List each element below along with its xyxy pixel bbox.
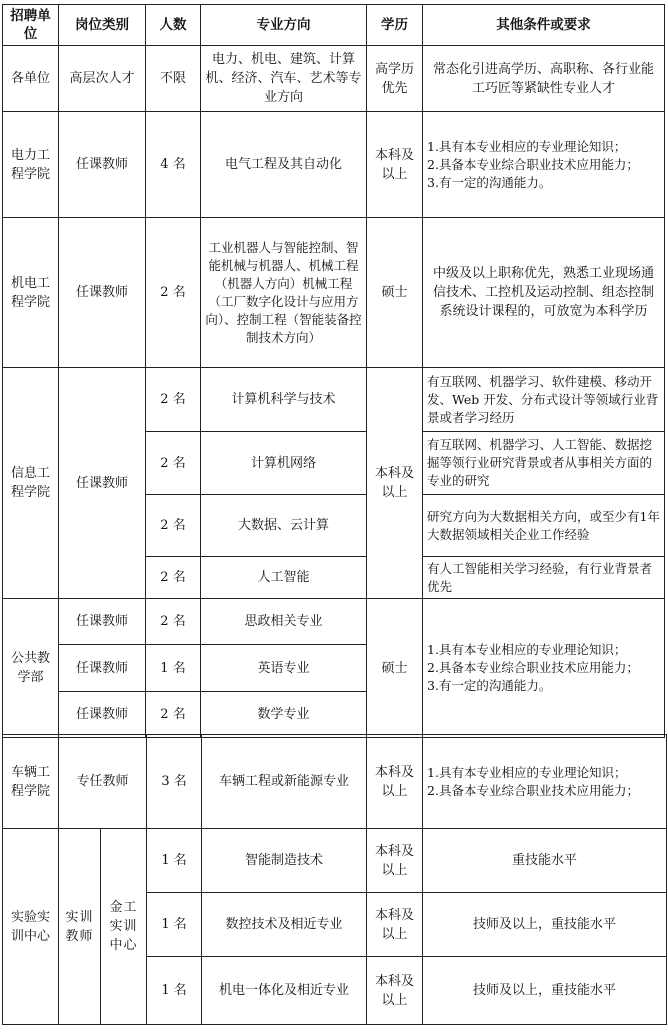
education-cell: 本科及以上 [367,957,423,1025]
major-cell: 电力、机电、建筑、计算机、经济、汽车、艺术等专业方向 [201,46,367,112]
major-cell: 思政相关专业 [201,599,367,645]
category-cell: 高层次人才 [59,46,146,112]
requirement-line: 1.具有本专业相应的专业理论知识； [427,642,627,657]
education-cell: 本科及以上 [367,829,423,893]
requirements-cell: 有人工智能相关学习经验，有行业背景者优先 [423,557,665,599]
category-cell: 任课教师 [59,112,146,218]
header-category: 岗位类别 [59,5,146,46]
major-cell: 车辆工程或新能源专业 [202,735,367,829]
major-cell: 英语专业 [201,645,367,692]
recruitment-table-part2 [2,734,667,1025]
count-cell: 1 名 [147,829,202,893]
requirement-line: 2.具备本专业综合职业技术应用能力； [427,660,639,675]
education-cell: 高学历优先 [367,46,423,112]
major-cell: 计算机网络 [201,432,367,495]
requirements-cell: 技师及以上，重技能水平 [423,893,667,957]
requirement-line: 2.具备本专业综合职业技术应用能力； [427,782,639,798]
major-cell: 智能制造技术 [202,829,367,893]
table-row [3,829,667,893]
requirements-cell: 有互联网、机器学习、软件建模、移动开发、Web 开发、分布式设计等领域行业背景或者学习经历 [423,368,665,432]
major-cell: 计算机科学与技术 [201,368,367,432]
unit-cell: 各单位 [3,46,59,112]
requirements-cell: 研究方向为大数据相关方向，或至少有1年大数据领域相关企业工作经验 [423,495,665,557]
table-row [3,599,665,645]
table-row [3,218,665,368]
category-cell: 任课教师 [59,599,146,645]
table-row [3,735,667,829]
education-cell: 本科及以上 [367,368,423,599]
category-cell: 任课教师 [59,692,146,738]
requirements-cell: 常态化引进高学历、高职称、各行业能工巧匠等紧缺性专业人才 [423,46,665,112]
count-cell: 2 名 [146,495,201,557]
major-cell: 电气工程及其自动化 [201,112,367,218]
header-row [3,5,665,46]
unit-cell: 信息工程学院 [3,368,59,599]
education-cell: 硕士 [367,599,423,738]
count-cell: 2 名 [146,432,201,495]
count-cell: 1 名 [147,957,202,1025]
major-cell: 机电一体化及相近专业 [202,957,367,1025]
requirement-line: 3.有一定的沟通能力。 [427,174,552,190]
header-count: 人数 [146,5,201,46]
recruitment-table-part1 [2,4,665,738]
requirements-cell: 技师及以上，重技能水平 [423,957,667,1025]
unit-cell: 电力工程学院 [3,112,59,218]
requirement-line: 1.具有本专业相应的专业理论知识； [427,138,627,154]
count-cell: 2 名 [146,218,201,368]
count-cell: 3 名 [147,735,202,829]
requirements-cell [423,735,667,829]
education-cell: 本科及以上 [367,735,423,829]
header-unit: 招聘单位 [3,5,59,46]
header-education: 学历 [367,5,423,46]
major-cell: 数学专业 [201,692,367,738]
education-cell: 本科及以上 [367,112,423,218]
subunit-cell: 金工实训中心 [101,829,147,1025]
requirement-line: 2.具备本专业综合职业技术应用能力； [427,156,639,172]
requirements-cell: 有互联网、机器学习、人工智能、数据挖掘等领行业研究背景或者从事相关方面的专业的研究 [423,432,665,495]
count-cell: 1 名 [147,893,202,957]
unit-cell: 实验实训中心 [3,829,59,1025]
requirement-line: 1.具有本专业相应的专业理论知识； [427,764,627,780]
table-row [3,368,665,432]
count-cell: 不限 [146,46,201,112]
requirements-cell: 重技能水平 [423,829,667,893]
requirements-cell: 中级及以上职称优先，熟悉工业现场通信技术、工控机及运动控制、组态控制系统设计课程的，可放宽为本科学历 [423,218,665,368]
requirements-cell [423,599,665,738]
requirement-line: 3.有一定的沟通能力。 [427,678,552,693]
count-cell: 4 名 [146,112,201,218]
category-cell: 任课教师 [59,368,146,599]
major-cell: 数控技术及相近专业 [202,893,367,957]
table-row [3,46,665,112]
count-cell: 2 名 [146,368,201,432]
unit-cell: 机电工程学院 [3,218,59,368]
table-row [3,112,665,218]
requirements-cell [423,112,665,218]
header-major: 专业方向 [201,5,367,46]
category-cell: 实训教师 [59,829,101,1025]
unit-cell: 公共教学部 [3,599,59,738]
category-cell: 专任教师 [59,735,147,829]
category-cell: 任课教师 [59,645,146,692]
category-cell: 任课教师 [59,218,146,368]
header-requirements: 其他条件或要求 [423,5,665,46]
major-cell: 大数据、云计算 [201,495,367,557]
count-cell: 2 名 [146,599,201,645]
education-cell: 本科及以上 [367,893,423,957]
major-cell: 人工智能 [201,557,367,599]
unit-cell: 车辆工程学院 [3,735,59,829]
count-cell: 1 名 [146,645,201,692]
major-cell: 工业机器人与智能控制、智能机械与机器人、机械工程（机器人方向）机械工程（工厂数字化设计与应用方向）、控制工程（智能装备控制技术方向） [201,218,367,368]
count-cell: 2 名 [146,692,201,738]
count-cell: 2 名 [146,557,201,599]
education-cell: 硕士 [367,218,423,368]
